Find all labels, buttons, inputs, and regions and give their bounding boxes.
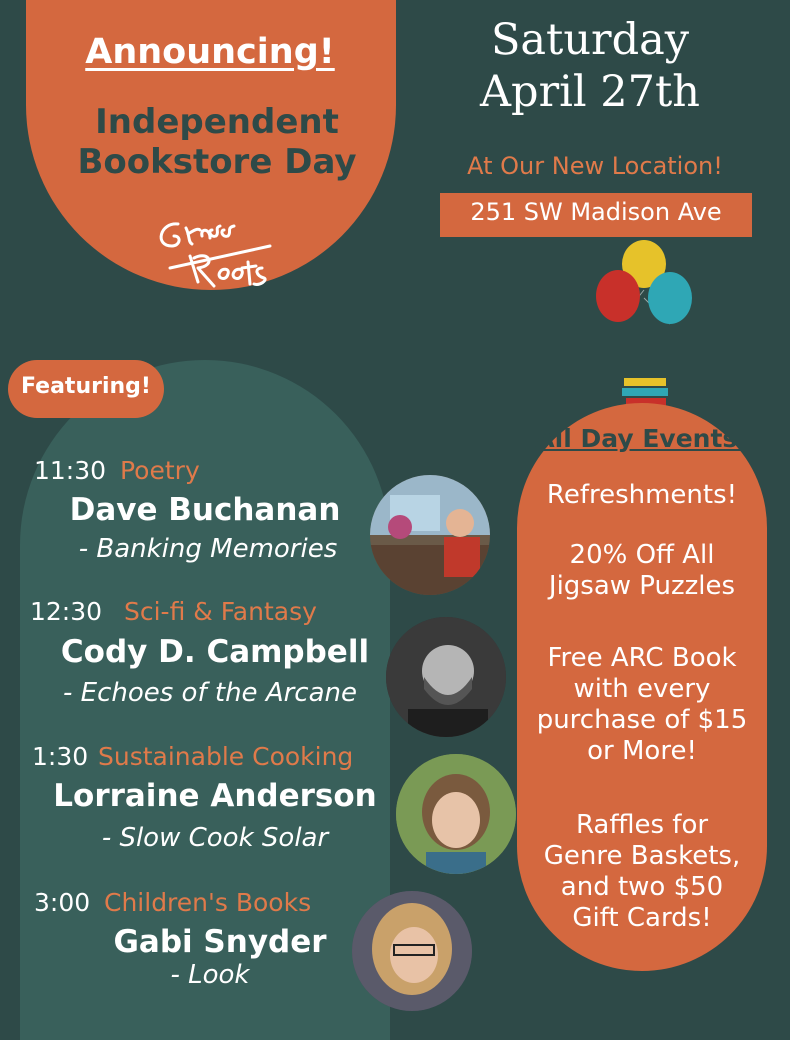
event-line: purchase of $15 [536,705,748,735]
balloons-icon [590,240,700,340]
author-category: Children's Books [104,888,312,917]
grass-roots-logo [150,206,280,290]
event-line: Free ARC Book [547,643,737,673]
event-refreshments [517,480,767,511]
author-book: - Slow Cook Solar [101,823,329,853]
event-title-line1: Independent [95,102,339,142]
event-free-arc-book [517,643,767,767]
author-time: 1:30 [32,742,89,771]
event-jigsaw-discount [517,540,767,602]
author-name: Gabi Snyder [113,924,327,960]
author-photo [396,754,516,874]
event-title-line2: Bookstore Day [77,142,357,182]
author-name: Dave Buchanan [69,492,341,528]
event-line: Genre Baskets, [543,841,741,871]
author-name: Lorraine Anderson [53,778,377,814]
author-book: - Echoes of the Arcane [63,678,357,708]
author-time: 3:00 [34,888,91,917]
event-line: Raffles for [575,810,709,840]
event-line: Refreshments! [546,480,738,510]
featuring-label: Featuring! [21,374,151,399]
author-name: Cody D. Campbell [60,634,370,670]
event-line: 20% Off All [569,540,715,570]
event-line: or More! [587,736,697,766]
author-book: - Look [170,960,250,990]
author-time: 11:30 [34,456,107,485]
event-line: Jigsaw Puzzles [548,571,736,601]
all-day-events-title: All Day Events! [535,424,749,453]
announce-heading: Announcing! [85,32,335,72]
author-category: Poetry [120,456,200,485]
author-photo [386,617,506,737]
author-book: - Banking Memories [78,534,338,564]
new-location-label: At Our New Location! [467,152,723,180]
event-line: Gift Cards! [572,903,712,933]
event-title [40,102,394,182]
author-category: Sustainable Cooking [98,742,354,771]
event-line: with every [573,674,711,704]
date-line2: April 27th [480,67,700,117]
date-line1: Saturday [490,15,690,65]
author-category: Sci-fi & Fantasy [124,597,317,626]
author-time: 12:30 [30,597,103,626]
author-photo [370,475,490,595]
address: 251 SW Madison Ave [470,198,722,226]
event-line: and two $50 [560,872,724,902]
author-photo [352,891,472,1011]
event-date [440,14,740,118]
event-raffles [517,810,767,934]
